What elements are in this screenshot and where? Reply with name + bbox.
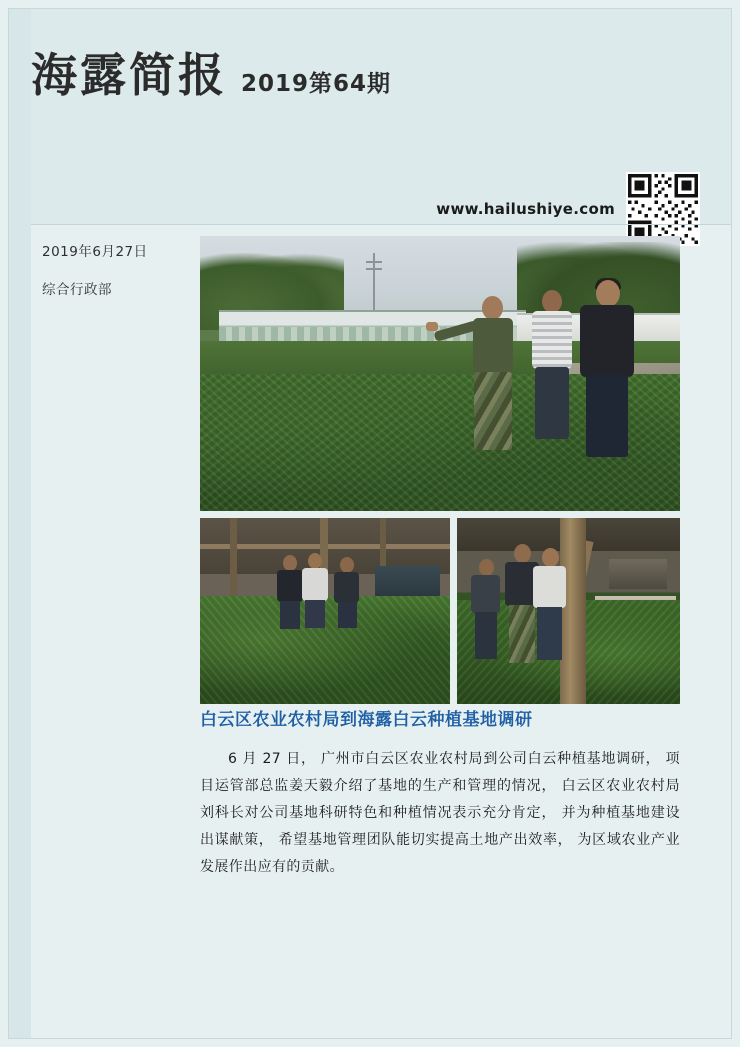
qr-code-icon bbox=[626, 172, 700, 246]
article-title: 白云区农业农村局到海露白云种植基地调研 bbox=[200, 710, 533, 730]
photo-row-bottom bbox=[200, 518, 680, 704]
meta-column bbox=[42, 240, 192, 298]
photo-person-pointing bbox=[464, 296, 526, 451]
photo-person-2 bbox=[531, 548, 569, 660]
photo-crates bbox=[609, 559, 667, 589]
photo-person-black-shirt bbox=[574, 280, 644, 456]
photo-person-3 bbox=[470, 559, 502, 659]
website-url: www.hailushiye.com bbox=[436, 200, 615, 218]
photo-person-3 bbox=[333, 557, 361, 627]
masthead bbox=[31, 48, 392, 102]
article-body: 6 月 27 日， 广州市白云区农业农村局到公司白云种植基地调研， 项目运管部总监姜天毅介绍了基地的生产和管理的情况， 白云区农业农村局刘科长对公司基地科研特色和种植情况表示充分肯定， 并为种植基地建设出谋献策， 希望基地管理团队能切实提高土地产出效率， 为区域农业产业发展作出应有的贡献。 bbox=[200, 751, 680, 875]
photo-gallery bbox=[200, 236, 680, 704]
photo-main-field-survey bbox=[200, 236, 680, 511]
left-decorative-band bbox=[9, 9, 31, 1038]
header-divider bbox=[31, 224, 731, 225]
photo-utility-pole bbox=[373, 253, 375, 314]
masthead-title: 海露简报 bbox=[31, 48, 227, 102]
issuing-department: 综合行政部 bbox=[42, 282, 112, 298]
photo-bottom-right-post bbox=[457, 518, 680, 704]
masthead-issue: 2019第64期 bbox=[241, 71, 392, 97]
photo-storage-bins bbox=[375, 566, 440, 599]
article bbox=[200, 705, 680, 880]
photo-bottom-left-shed bbox=[200, 518, 450, 704]
photo-person-2 bbox=[300, 553, 330, 627]
issue-date: 2019年6月27日 bbox=[42, 244, 148, 260]
